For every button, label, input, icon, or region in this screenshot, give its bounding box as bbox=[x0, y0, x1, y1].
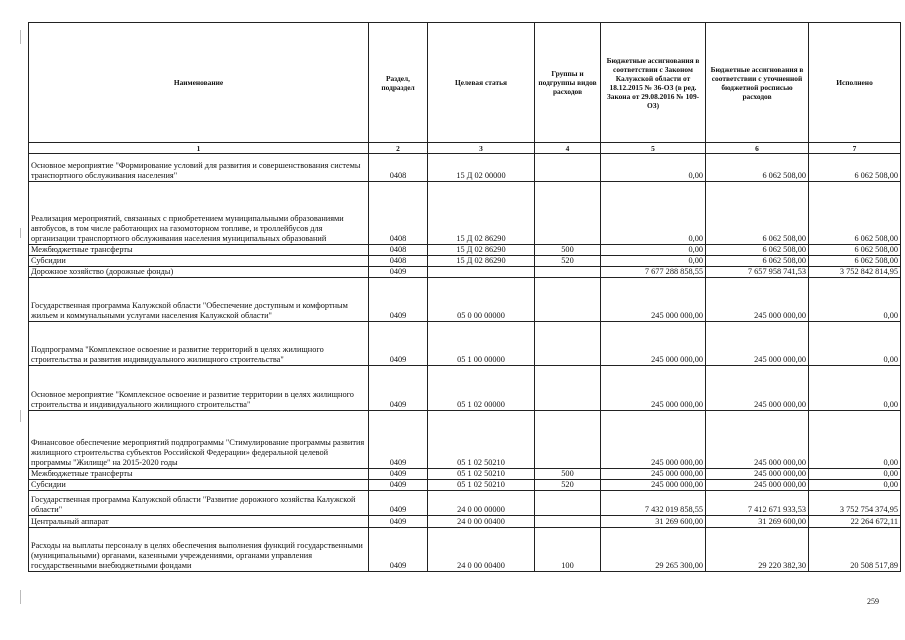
row-refined: 7 412 671 933,53 bbox=[706, 491, 809, 516]
row-section: 0409 bbox=[369, 469, 428, 480]
row-name: Дорожное хозяйство (дорожные фонды) bbox=[29, 267, 369, 278]
row-target: 24 0 00 00000 bbox=[428, 491, 535, 516]
column-number: 3 bbox=[428, 143, 535, 154]
row-name: Межбюджетные трансферты bbox=[29, 245, 369, 256]
row-law: 0,00 bbox=[601, 182, 706, 245]
row-executed: 0,00 bbox=[809, 278, 901, 322]
row-name: Межбюджетные трансферты bbox=[29, 469, 369, 480]
row-law: 0,00 bbox=[601, 154, 706, 182]
row-refined: 7 657 958 741,53 bbox=[706, 267, 809, 278]
row-executed: 0,00 bbox=[809, 411, 901, 469]
row-group: 500 bbox=[535, 245, 601, 256]
row-group bbox=[535, 267, 601, 278]
row-section: 0408 bbox=[369, 182, 428, 245]
column-number: 2 bbox=[369, 143, 428, 154]
row-target: 15 Д 02 86290 bbox=[428, 182, 535, 245]
row-group: 500 bbox=[535, 469, 601, 480]
row-name: Центральный аппарат bbox=[29, 516, 369, 528]
row-refined: 245 000 000,00 bbox=[706, 322, 809, 366]
row-name: Расходы на выплаты персоналу в целях обеспечения выполнения функций государственными (муниципальными) органами, казенными учреждениями, органами управления государственными внебюджетными фондами bbox=[29, 528, 369, 572]
row-target: 24 0 00 00400 bbox=[428, 528, 535, 572]
row-law: 31 269 600,00 bbox=[601, 516, 706, 528]
header-section: Раздел, подраздел bbox=[369, 23, 428, 143]
row-section: 0409 bbox=[369, 411, 428, 469]
row-section: 0409 bbox=[369, 516, 428, 528]
row-group bbox=[535, 154, 601, 182]
table-row bbox=[29, 411, 901, 469]
budget-execution-table bbox=[28, 22, 901, 572]
row-refined: 6 062 508,00 bbox=[706, 256, 809, 267]
row-group bbox=[535, 278, 601, 322]
table-row bbox=[29, 256, 901, 267]
row-refined: 6 062 508,00 bbox=[706, 154, 809, 182]
column-number: 6 bbox=[706, 143, 809, 154]
row-executed: 6 062 508,00 bbox=[809, 182, 901, 245]
row-executed: 0,00 bbox=[809, 366, 901, 411]
row-target: 15 Д 02 86290 bbox=[428, 245, 535, 256]
row-name: Подпрограмма "Комплексное освоение и развитие территорий в целях жилищного строительства и развития индивидуального жилищного строительства" bbox=[29, 322, 369, 366]
page-number: 259 bbox=[867, 597, 879, 606]
header-executed: Исполнено bbox=[809, 23, 901, 143]
row-section: 0408 bbox=[369, 245, 428, 256]
row-law: 0,00 bbox=[601, 245, 706, 256]
row-group: 520 bbox=[535, 480, 601, 491]
row-group bbox=[535, 366, 601, 411]
row-target: 05 0 00 00000 bbox=[428, 278, 535, 322]
table-row bbox=[29, 278, 901, 322]
row-refined: 31 269 600,00 bbox=[706, 516, 809, 528]
row-refined: 245 000 000,00 bbox=[706, 480, 809, 491]
table-row bbox=[29, 469, 901, 480]
row-section: 0409 bbox=[369, 267, 428, 278]
scan-margin-mark bbox=[20, 228, 21, 238]
row-law: 245 000 000,00 bbox=[601, 411, 706, 469]
row-refined: 245 000 000,00 bbox=[706, 411, 809, 469]
table-row bbox=[29, 516, 901, 528]
row-name: Финансовое обеспечение мероприятий подпрограммы "Стимулирование программы развития жилищного строительства субъектов Российской Федерации» федеральной целевой программы "Жилище" на 2015-2020 годы bbox=[29, 411, 369, 469]
row-target bbox=[428, 267, 535, 278]
table-row bbox=[29, 366, 901, 411]
header-name: Наименование bbox=[29, 23, 369, 143]
row-name: Субсидии bbox=[29, 256, 369, 267]
scan-margin-mark bbox=[20, 30, 21, 44]
row-name: Государственная программа Калужской области "Обеспечение доступным и комфортным жильем и коммунальными услугами населения Калужской области" bbox=[29, 278, 369, 322]
row-section: 0409 bbox=[369, 491, 428, 516]
row-target: 15 Д 02 00000 bbox=[428, 154, 535, 182]
row-executed: 0,00 bbox=[809, 469, 901, 480]
row-refined: 245 000 000,00 bbox=[706, 366, 809, 411]
row-executed: 20 508 517,89 bbox=[809, 528, 901, 572]
row-group bbox=[535, 322, 601, 366]
row-executed: 6 062 508,00 bbox=[809, 256, 901, 267]
row-section: 0409 bbox=[369, 480, 428, 491]
row-name: Основное мероприятие "Формирование условий для развития и совершенствования системы транспортного обслуживания населения" bbox=[29, 154, 369, 182]
row-law: 7 432 019 858,55 bbox=[601, 491, 706, 516]
row-executed: 6 062 508,00 bbox=[809, 154, 901, 182]
column-number: 7 bbox=[809, 143, 901, 154]
row-refined: 29 220 382,30 bbox=[706, 528, 809, 572]
scan-margin-mark bbox=[20, 590, 21, 604]
row-group bbox=[535, 182, 601, 245]
row-name: Субсидии bbox=[29, 480, 369, 491]
table-row bbox=[29, 528, 901, 572]
header-law: Бюджетные ассигнования в соответствии с Законом Калужской области от 18.12.2015 № 36-ОЗ (в ред. Закона от 29.08.2016 № 109-ОЗ) bbox=[601, 23, 706, 143]
header-target: Целевая статья bbox=[428, 23, 535, 143]
row-section: 0409 bbox=[369, 528, 428, 572]
table-row bbox=[29, 322, 901, 366]
row-section: 0408 bbox=[369, 154, 428, 182]
column-number: 5 bbox=[601, 143, 706, 154]
row-target: 15 Д 02 86290 bbox=[428, 256, 535, 267]
row-group: 100 bbox=[535, 528, 601, 572]
row-executed: 0,00 bbox=[809, 322, 901, 366]
row-law: 245 000 000,00 bbox=[601, 480, 706, 491]
row-target: 05 1 02 00000 bbox=[428, 366, 535, 411]
row-refined: 245 000 000,00 bbox=[706, 469, 809, 480]
row-target: 05 1 00 00000 bbox=[428, 322, 535, 366]
row-executed: 22 264 672,11 bbox=[809, 516, 901, 528]
row-name: Государственная программа Калужской области "Развитие дорожного хозяйства Калужской области" bbox=[29, 491, 369, 516]
table-row bbox=[29, 154, 901, 182]
row-name: Реализация мероприятий, связанных с приобретением муниципальными образованиями автобусов, в том числе работающих на газомоторном топливе, и троллейбусов для организации транспортного обслуживания населения муниципальных образований bbox=[29, 182, 369, 245]
row-refined: 6 062 508,00 bbox=[706, 245, 809, 256]
column-number: 1 bbox=[29, 143, 369, 154]
scan-margin-mark bbox=[20, 410, 21, 422]
row-target: 05 1 02 50210 bbox=[428, 480, 535, 491]
row-section: 0409 bbox=[369, 278, 428, 322]
row-refined: 6 062 508,00 bbox=[706, 182, 809, 245]
column-number: 4 bbox=[535, 143, 601, 154]
row-executed: 6 062 508,00 bbox=[809, 245, 901, 256]
row-target: 05 1 02 50210 bbox=[428, 411, 535, 469]
table-row bbox=[29, 245, 901, 256]
row-target: 24 0 00 00400 bbox=[428, 516, 535, 528]
row-group: 520 bbox=[535, 256, 601, 267]
row-target: 05 1 02 50210 bbox=[428, 469, 535, 480]
row-group bbox=[535, 491, 601, 516]
row-law: 245 000 000,00 bbox=[601, 322, 706, 366]
row-law: 0,00 bbox=[601, 256, 706, 267]
row-executed: 3 752 842 814,95 bbox=[809, 267, 901, 278]
row-refined: 245 000 000,00 bbox=[706, 278, 809, 322]
row-executed: 0,00 bbox=[809, 480, 901, 491]
row-law: 29 265 300,00 bbox=[601, 528, 706, 572]
table-row bbox=[29, 480, 901, 491]
row-section: 0408 bbox=[369, 256, 428, 267]
table-row bbox=[29, 182, 901, 245]
row-law: 245 000 000,00 bbox=[601, 278, 706, 322]
row-group bbox=[535, 411, 601, 469]
row-law: 245 000 000,00 bbox=[601, 366, 706, 411]
row-name: Основное мероприятие "Комплексное освоение и развитие территории в целях жилищного строительства и индивидуального жилищного строительства" bbox=[29, 366, 369, 411]
row-executed: 3 752 754 374,95 bbox=[809, 491, 901, 516]
table-row bbox=[29, 267, 901, 278]
row-law: 245 000 000,00 bbox=[601, 469, 706, 480]
header-refined: Бюджетные ассигнования в соответствии с уточненной бюджетной росписью расходов bbox=[706, 23, 809, 143]
row-section: 0409 bbox=[369, 366, 428, 411]
row-group bbox=[535, 516, 601, 528]
row-section: 0409 bbox=[369, 322, 428, 366]
row-law: 7 677 288 858,55 bbox=[601, 267, 706, 278]
table-row bbox=[29, 491, 901, 516]
header-groups: Группы и подгруппы видов расходов bbox=[535, 23, 601, 143]
